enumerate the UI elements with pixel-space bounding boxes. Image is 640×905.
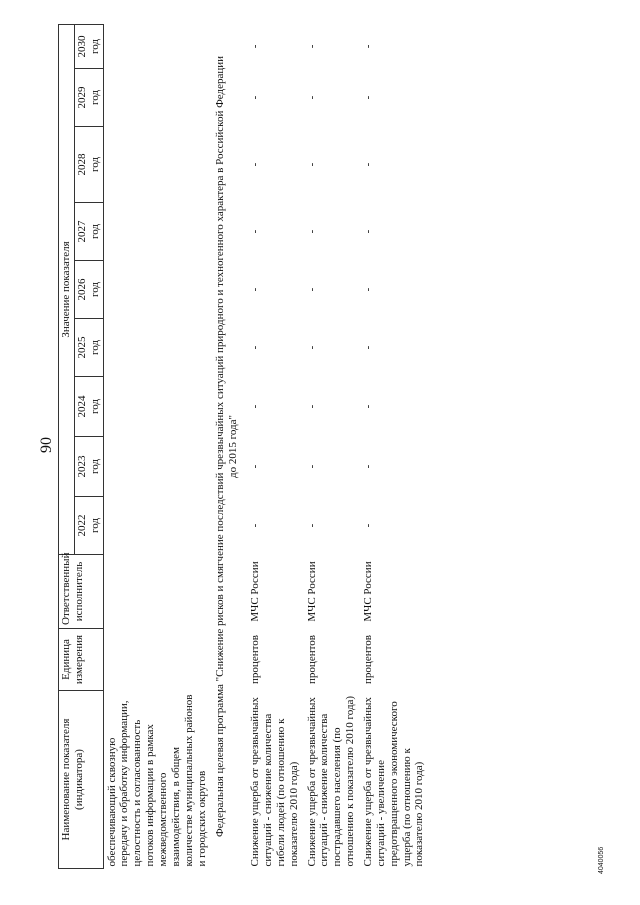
table-row bbox=[246, 24, 302, 868]
header-year-suffix: год bbox=[88, 339, 101, 356]
header-year-2029 bbox=[74, 69, 103, 127]
indicator-value: - bbox=[249, 464, 262, 469]
header-indicator-name: Наименование показателя (индикатора) bbox=[59, 691, 104, 869]
header-year-2026 bbox=[74, 261, 103, 319]
header-year-number: 2026 bbox=[75, 278, 88, 301]
indicator-value: - bbox=[249, 287, 262, 292]
header-year-number: 2025 bbox=[75, 336, 88, 359]
indicator-value: - bbox=[249, 162, 262, 167]
indicator-value: - bbox=[305, 523, 318, 528]
header-year-suffix: год bbox=[88, 517, 101, 534]
header-year-number: 2029 bbox=[75, 86, 88, 109]
page-number: 90 bbox=[38, 437, 55, 453]
header-year-number: 2023 bbox=[75, 455, 88, 478]
header-executor: Ответственный исполнитель bbox=[59, 555, 104, 629]
header-year-2022 bbox=[74, 497, 103, 555]
indicator-unit: процентов bbox=[362, 635, 375, 684]
header-year-2024 bbox=[74, 377, 103, 437]
table-row bbox=[303, 24, 359, 868]
indicator-value: - bbox=[362, 404, 375, 409]
indicator-value: - bbox=[249, 404, 262, 409]
indicator-value: - bbox=[305, 345, 318, 350]
indicator-executor: МЧС России bbox=[305, 561, 318, 622]
indicator-value: - bbox=[362, 95, 375, 100]
indicator-value: - bbox=[362, 44, 375, 49]
indicator-value: - bbox=[305, 229, 318, 234]
header-year-2028 bbox=[74, 127, 103, 203]
indicator-value: - bbox=[305, 404, 318, 409]
indicator-value: - bbox=[249, 345, 262, 350]
table-row bbox=[359, 24, 428, 868]
header-year-suffix: год bbox=[88, 38, 101, 54]
header-year-number: 2027 bbox=[75, 220, 88, 243]
header-year-number: 2028 bbox=[75, 153, 88, 176]
header-year-suffix: год bbox=[88, 398, 101, 415]
indicator-value: - bbox=[249, 44, 262, 49]
indicator-value: - bbox=[305, 44, 318, 49]
header-unit: Единица измерения bbox=[59, 629, 104, 691]
indicators-table bbox=[58, 24, 428, 869]
header-year-suffix: год bbox=[88, 156, 101, 173]
indicator-value: - bbox=[305, 95, 318, 100]
indicator-value: - bbox=[305, 287, 318, 292]
rotated-table-sheet bbox=[58, 25, 590, 869]
header-year-2030 bbox=[74, 24, 103, 68]
indicator-executor: МЧС России bbox=[362, 561, 375, 622]
header-year-suffix: год bbox=[88, 89, 101, 106]
header-year-suffix: год bbox=[88, 458, 101, 475]
header-year-number: 2024 bbox=[75, 395, 88, 418]
indicator-value: - bbox=[362, 287, 375, 292]
header-year-number: 2022 bbox=[75, 514, 88, 537]
header-values-group: Значение показателя bbox=[59, 24, 75, 554]
indicator-unit: процентов bbox=[305, 635, 318, 684]
indicator-value: - bbox=[249, 95, 262, 100]
indicator-value: - bbox=[362, 229, 375, 234]
header-year-suffix: год bbox=[88, 223, 101, 240]
indicator-unit: процентов bbox=[249, 635, 262, 684]
indicator-value: - bbox=[305, 162, 318, 167]
carryover-indicator-name: обеспечивающий сквозную передачу и обработку информации, целостность и согласованность потоков информации в рамках межведомственного взаимодействия, в общем количестве муниципальных районов и городских округов bbox=[105, 694, 208, 867]
header-year-2025 bbox=[74, 319, 103, 377]
header-year-2023 bbox=[74, 437, 103, 497]
program-heading-row bbox=[210, 24, 246, 868]
header-year-2027 bbox=[74, 203, 103, 261]
indicator-value: - bbox=[362, 162, 375, 167]
indicator-value: - bbox=[362, 523, 375, 528]
indicator-name: Снижение ущерба от чрезвычайных ситуаций - увеличение предотвращенного экономического ущерба (по отношению к показателю 2010 года) bbox=[362, 697, 426, 867]
indicator-value: - bbox=[362, 464, 375, 469]
indicator-value: - bbox=[305, 464, 318, 469]
program-heading: Федеральная целевая программа "Снижение рисков и смягчение последствий чрезвычайных ситуаций природного и техногенного характера в Российской Федерации до 2015 года" bbox=[214, 55, 240, 837]
indicator-rows bbox=[246, 24, 428, 868]
indicator-executor: МЧС России bbox=[249, 561, 262, 622]
table-header bbox=[59, 24, 104, 868]
indicator-value: - bbox=[362, 345, 375, 350]
header-year-suffix: год bbox=[88, 281, 101, 298]
document-code: 4040056 bbox=[598, 846, 605, 874]
header-year-number: 2030 bbox=[75, 35, 88, 58]
table-row bbox=[103, 24, 210, 868]
indicator-value: - bbox=[249, 229, 262, 234]
indicator-name: Снижение ущерба от чрезвычайных ситуаций - снижение количества гибели людей (по отношению к показателю 2010 года) bbox=[249, 697, 300, 867]
indicator-value: - bbox=[249, 523, 262, 528]
indicator-name: Снижение ущерба от чрезвычайных ситуаций - снижение количества пострадавшего населения (по отношению к показателю 2010 года) bbox=[305, 695, 357, 867]
